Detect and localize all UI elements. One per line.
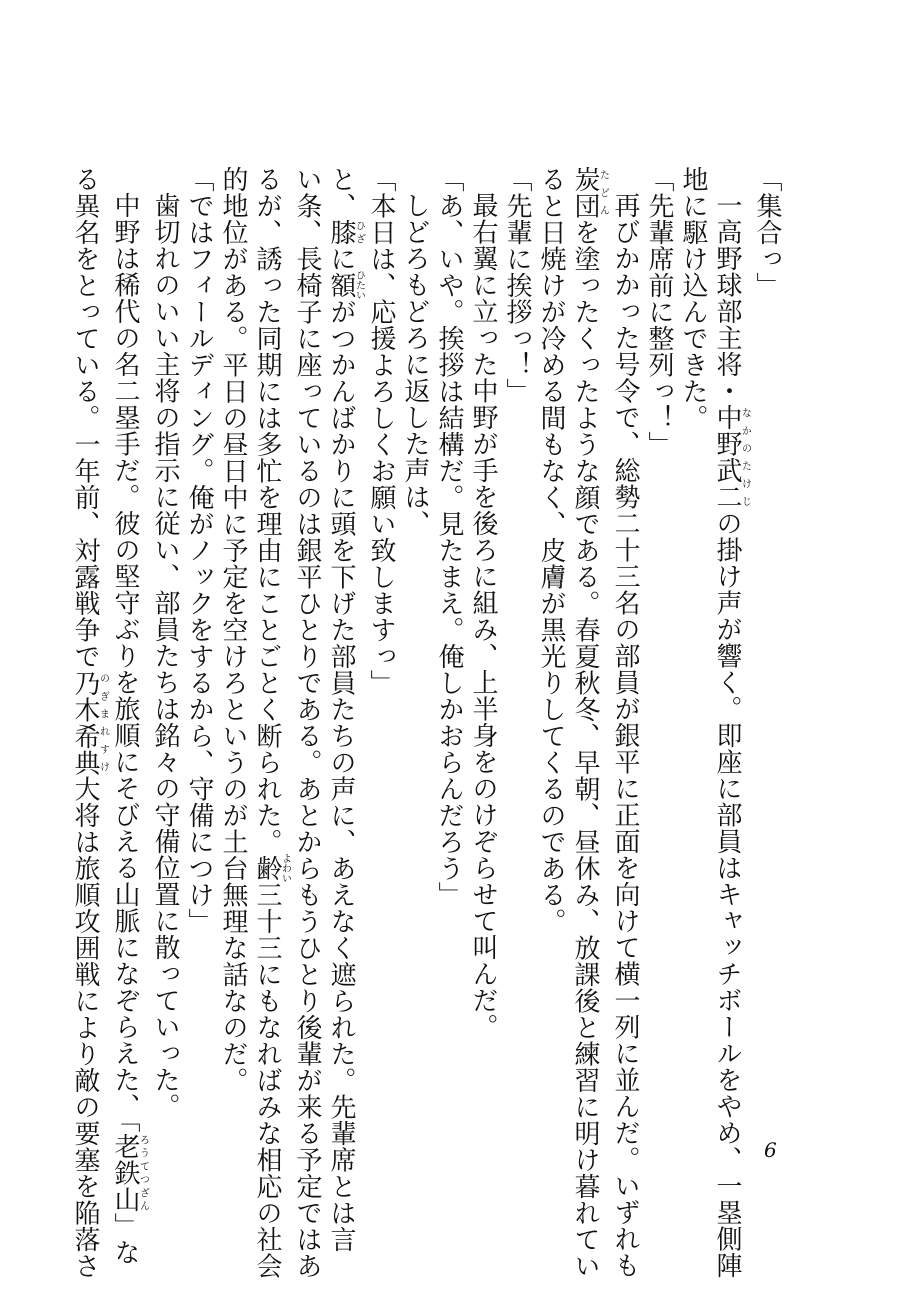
text-line: しどろもどろに返した声は、 bbox=[400, 192, 430, 537]
text-line: 炭団たどんを塗ったくったような顔である。春夏秋冬、早朝、昼休み、放課後と練習に明け暮れてい bbox=[570, 166, 609, 1279]
text-line: 的地位がある。平日の昼日中に予定を空けろというのが土台無理な話なのだ。 bbox=[218, 166, 248, 1094]
ruby-annotation: 齢よわい bbox=[252, 853, 291, 884]
text-line: 「集合っ」 bbox=[752, 166, 782, 299]
text-line: ると日焼けが冷める間もなく、皮膚が黒光りしてくるのである。 bbox=[536, 166, 566, 935]
vertical-text-body bbox=[70, 166, 784, 1279]
text-line: 「先輩に挨拶っ！」 bbox=[502, 166, 532, 405]
text-line: 「あ、いや。挨拶は結構だ。見たまえ。俺しかおらんだろう」 bbox=[434, 166, 464, 908]
text-line: 一高野球部主将・中野なかの武二たけじの掛け声が響く。即座に部員はキャッチボールをやめ、一塁側陣 bbox=[712, 192, 751, 1279]
text-line: 地に駆け込んできた。 bbox=[678, 166, 708, 431]
text-line: い条、長椅子に座っているのは銀平ひとりである。あとからもうひとり後輩が来る予定ではあ bbox=[292, 166, 322, 1279]
text-line: 最右翼に立った中野が手を後ろに組み、上半身をのけぞらせて叫んだ。 bbox=[468, 192, 498, 1040]
text-line: る異名をとっている。一年前、対露戦争で乃木希典のぎまれすけ大将は旅順攻囲戦により敵の要塞を陥落さ bbox=[70, 166, 109, 1279]
text-line: 「ではフィールディング。俺がノックをするから、守備につけ」 bbox=[184, 166, 214, 935]
text-line: 歯切れのいい主将の指示に従い、部員たちは銘々の守備位置に散っていった。 bbox=[150, 192, 180, 1120]
ruby-annotation: 中野なかの bbox=[712, 404, 751, 457]
ruby-annotation: 乃木希典のぎまれすけ bbox=[70, 669, 109, 776]
page-number: 6 bbox=[764, 1138, 777, 1162]
text-line: 再びかかった号令で、総勢二十三名の部員が銀平に正面を向けて横一列に並んだ。いずれも bbox=[610, 192, 640, 1279]
ruby-annotation: 老鉄山ろうてつざん bbox=[110, 1133, 149, 1213]
ruby-annotation: 膝ひざ bbox=[326, 219, 365, 246]
text-line: 「先輩席前に整列っ！」 bbox=[644, 166, 674, 458]
text-line: 中野は稀代の名二塁手だ。彼の堅守ぶりを旅順にそびえる山脈になぞらえた、「老鉄山ろうてつざん」な bbox=[110, 192, 149, 1266]
ruby-annotation: 額ひたい bbox=[326, 270, 365, 301]
text-line: 「本日は、応援よろしくお願い致しますっ」 bbox=[366, 166, 396, 696]
text-line: と、膝ひざに額ひたいがつかんばかりに頭を下げた部員たちの声に、あえなく遮られた。先輩席とは言 bbox=[326, 166, 365, 1253]
ruby-annotation: 武二たけじ bbox=[712, 457, 751, 510]
text-line: るが、誘った同期には多忙を理由にことごとく断られた。齢よわい三十三にもなればみな相応の社会 bbox=[252, 166, 291, 1279]
ruby-annotation: 炭団たどん bbox=[570, 166, 609, 219]
